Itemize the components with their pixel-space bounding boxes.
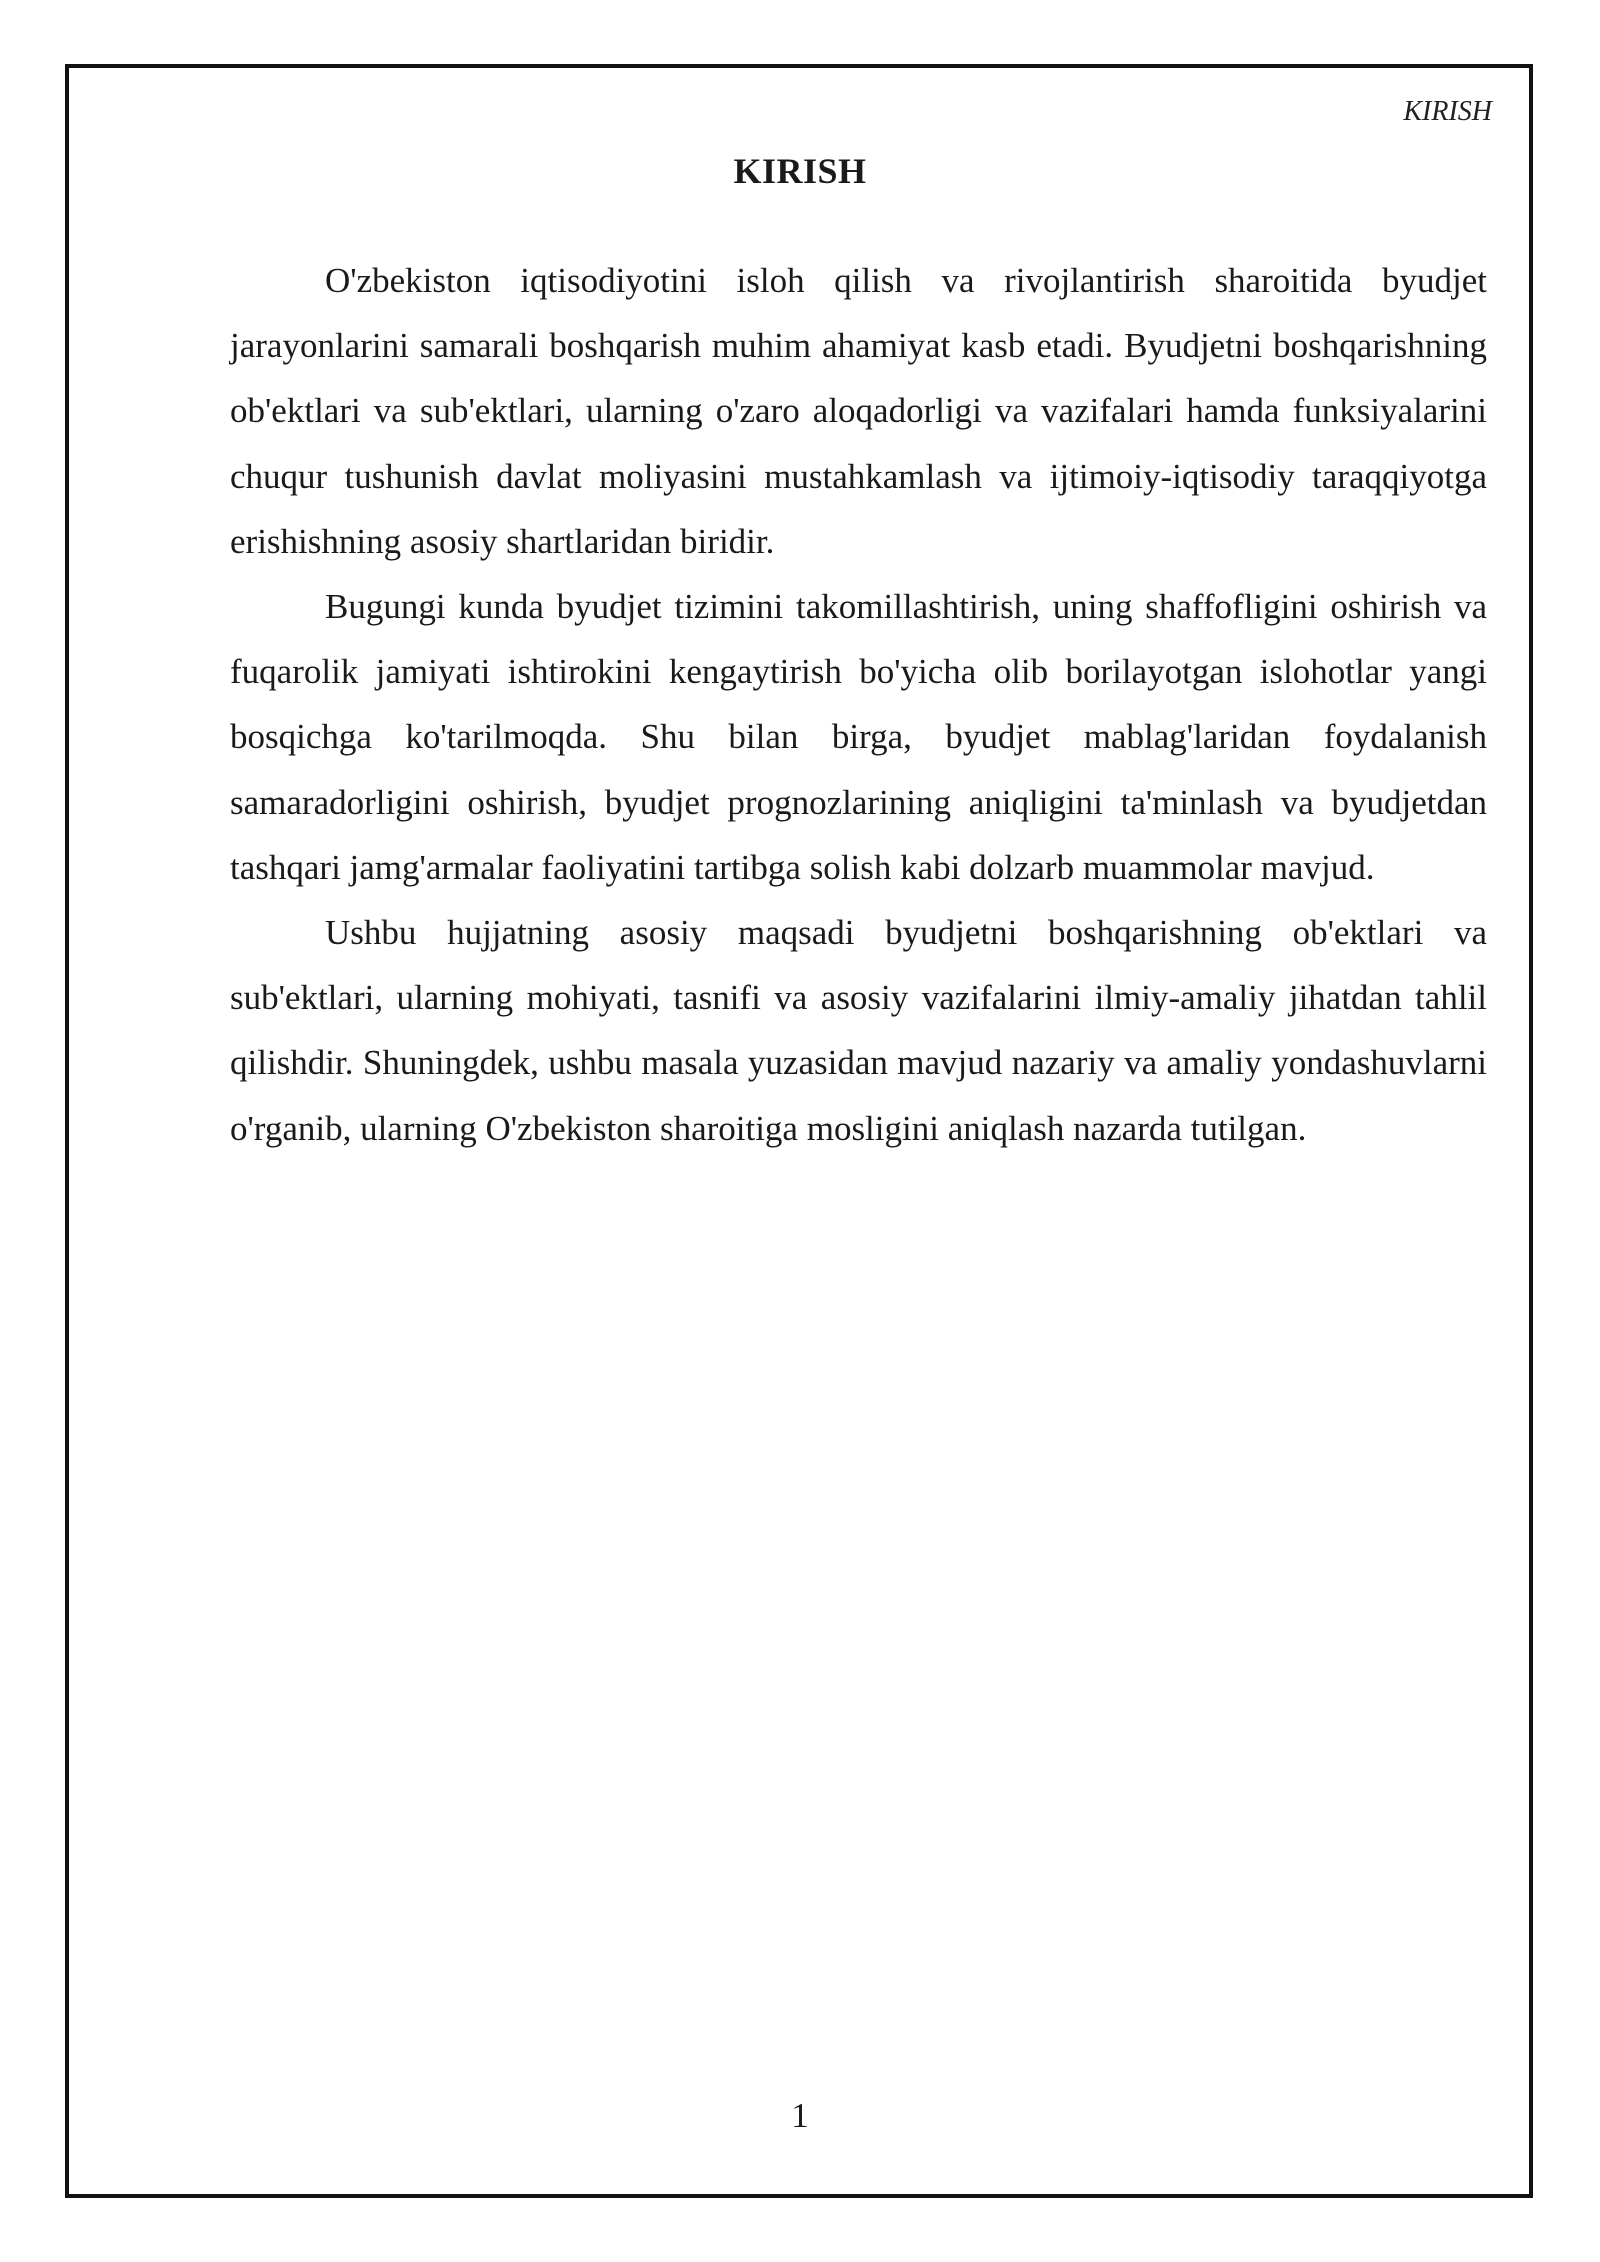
paragraph-1: O'zbekiston iqtisodiyotini isloh qilish va rivojlantirish sharoitida byudjet jarayonlarini samarali boshqarish muhim ahamiyat kasb etadi. Byudjetni boshqarishning ob'ektlari va sub'ektlari, ularning o'zaro aloqadorligi va vazifalari hamda funksiyalarini chuqur tushunish davlat moliyasini mustahkamlash va ijtimoiy-iqtisodiy taraqqiyotga erishishning asosiy shartlaridan biridir. (230, 261, 1487, 561)
document-title: KIRISH (733, 151, 867, 191)
running-header: KIRISH (1403, 96, 1492, 127)
page-number: 1 (791, 2096, 809, 2135)
paragraph-2: Bugungi kunda byudjet tizimini takomillashtirish, uning shaffofligini oshirish va fuqarolik jamiyati ishtirokini kengaytirish bo'yicha olib borilayotgan islohotlar yangi bosqichga ko'tarilmoqda. Shu bilan birga, byudjet mablag'laridan foydalanish samaradorligini oshirish, byudjet prognozlarining aniqligini ta'minlash va byudjetdan tashqari jamg'armalar faoliyatini tartibga solish kabi dolzarb muammolar mavjud. (230, 587, 1487, 887)
document-body (230, 248, 1487, 1161)
paragraph-3: Ushbu hujjatning asosiy maqsadi byudjetni boshqarishning ob'ektlari va sub'ektlari, ularning mohiyati, tasnifi va asosiy vazifalarini ilmiy-amaliy jihatdan tahlil qilishdir. Shuningdek, ushbu masala yuzasidan mavjud nazariy va amaliy yondashuvlarni o'rganib, ularning O'zbekiston sharoitiga mosligini aniqlash nazarda tutilgan. (230, 913, 1487, 1148)
